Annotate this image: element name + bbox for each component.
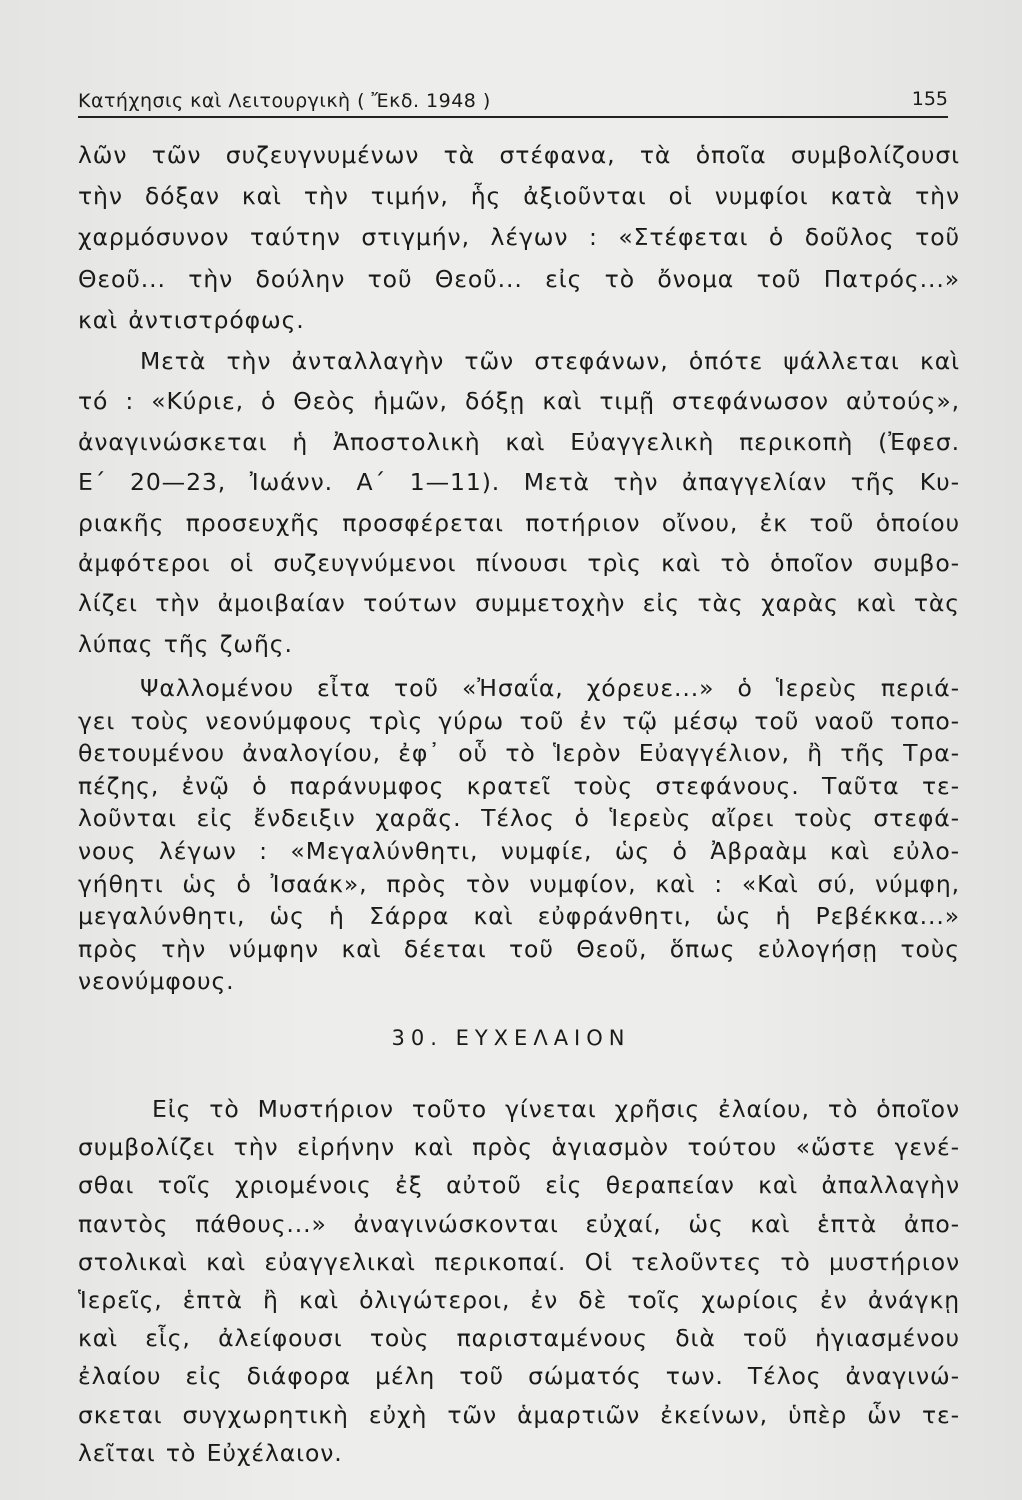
text-line: τό : «Κύριε, ὁ Θεὸς ἡμῶν, δόξῃ καὶ τιμῇ στεφάνωσον αὐτούς», [78, 387, 960, 416]
text-line: Ε´ 20—23, Ἰωάνν. Α´ 1—11). Μετὰ τὴν ἀπαγγελίαν τῆς Κυ- [78, 468, 960, 497]
text-line: πρὸς τὴν νύμφην καὶ δέεται τοῦ Θεοῦ, ὅπως εὐλογήσῃ τοὺς [78, 934, 960, 963]
text-line: μεγαλύνθητι, ὡς ἡ Σάρρα καὶ εὐφράνθητι, ὡς ἡ Ρεβέκκα...» [78, 902, 960, 931]
text-line: ριακῆς προσευχῆς προσφέρεται ποτήριον οἴνου, ἐκ τοῦ ὁποίου [78, 508, 960, 537]
page-number: 155 [911, 88, 948, 110]
text-line: ἀναγινώσκεται ἡ Ἀποστολικὴ καὶ Εὐαγγελικὴ περικοπὴ (Ἐφεσ. [78, 427, 960, 456]
text-line: λοῦνται εἰς ἔνδειξιν χαρᾶς. Τέλος ὁ Ἱερεὺς αἴρει τοὺς στεφά- [78, 804, 960, 833]
text-line: συμβολίζει τὴν εἰρήνην καὶ πρὸς ἁγιασμὸν τούτου «ὥστε γενέ- [78, 1133, 960, 1162]
text-line: σθαι τοῖς χριομένοις ἐξ αὐτοῦ εἰς θεραπείαν καὶ ἀπαλλαγὴν [78, 1171, 960, 1200]
text-line: λύπας τῆς ζωῆς. [78, 629, 293, 658]
text-line: Ψαλλομένου εἶτα τοῦ «Ἠσαΐα, χόρευε...» ὁ Ἱερεὺς περιά- [140, 674, 960, 702]
text-line: Ἱερεῖς, ἑπτὰ ἢ καὶ ὀλιγώτεροι, ἐν δὲ τοῖς χωρίοις ἐν ἀνάγκῃ [78, 1286, 960, 1314]
text-line: πέζης, ἐνῷ ὁ παράνυμφος κρατεῖ τοὺς στεφάνους. Ταῦτα τε- [78, 771, 960, 800]
text-line: σκεται συγχωρητικὴ εὐχὴ τῶν ἁμαρτιῶν ἐκείνων, ὑπὲρ ὧν τε- [78, 1400, 960, 1429]
text-line: γήθητι ὡς ὁ Ἰσαάκ», πρὸς τὸν νυμφίον, καὶ : «Καὶ σύ, νύμφη, [78, 869, 960, 898]
text-line: λίζει τὴν ἀμοιβαίαν τούτων συμμετοχὴν εἰς τὰς χαρὰς καὶ τὰς [78, 589, 960, 618]
text-line: Μετὰ τὴν ἀνταλλαγὴν τῶν στεφάνων, ὁπότε ψάλλεται καὶ [140, 347, 960, 375]
text-line: νους λέγων : «Μεγαλύνθητι, νυμφίε, ὡς ὁ Ἀβραὰμ καὶ εὐλο- [78, 837, 960, 865]
text-line: χαρμόσυνον ταύτην στιγμήν, λέγων : «Στέφεται ὁ δοῦλος τοῦ [78, 223, 960, 252]
text-line: νεονύμφους. [78, 967, 235, 996]
text-line: γει τοὺς νεονύμφους τρὶς γύρω τοῦ ἐν τῷ μέσῳ τοῦ ναοῦ τοπο- [78, 706, 960, 735]
text-line: παντὸς πάθους...» ἀναγινώσκονται εὐχαί, ὡς καὶ ἑπτὰ ἀπο- [78, 1209, 960, 1238]
text-line: Θεοῦ... τὴν δούλην τοῦ Θεοῦ... εἰς τὸ ὄνομα τοῦ Πατρός...» [78, 264, 960, 293]
text-line: καὶ εἷς, ἀλείφουσι τοὺς παρισταμένους διὰ τοῦ ἡγιασμένου [78, 1324, 960, 1353]
text-line: ἀμφότεροι οἱ συζευγνύμενοι πίνουσι τρὶς καὶ τὸ ὁποῖον συμβο- [78, 549, 960, 577]
text-line: ἐλαίου εἰς διάφορα μέλη τοῦ σώματός των. Τέλος ἀναγινώ- [78, 1362, 960, 1391]
text-line: λῶν τῶν συζευγνυμένων τὰ στέφανα, τὰ ὁποῖα συμβολίζουσι [78, 141, 960, 169]
text-line: τὴν δόξαν καὶ τὴν τιμήν, ἧς ἀξιοῦνται οἱ νυμφίοι κατὰ τὴν [78, 182, 960, 211]
text-line: Εἰς τὸ Μυστήριον τοῦτο γίνεται χρῆσις ἐλαίου, τὸ ὁποῖον [152, 1095, 960, 1123]
text-line: θετουμένου ἀναλογίου, ἐφ᾽ οὗ τὸ Ἱερὸν Εὐαγγέλιον, ἢ τῆς Τρα- [78, 739, 960, 768]
section-heading: 30. ΕΥΧΕΛΑΙΟΝ [391, 1026, 631, 1050]
running-head-title: Κατήχησις καὶ Λειτουργικὴ ( Ἔκδ. 1948 ) [78, 90, 491, 112]
running-header [78, 76, 948, 118]
text-line: στολικαὶ καὶ εὐαγγελικαὶ περικοπαί. Οἱ τελοῦντες τὸ μυστήριον [78, 1247, 960, 1276]
text-line: καὶ ἀντιστρόφως. [78, 305, 305, 334]
text-line: λεῖται τὸ Εὐχέλαιον. [78, 1438, 343, 1467]
